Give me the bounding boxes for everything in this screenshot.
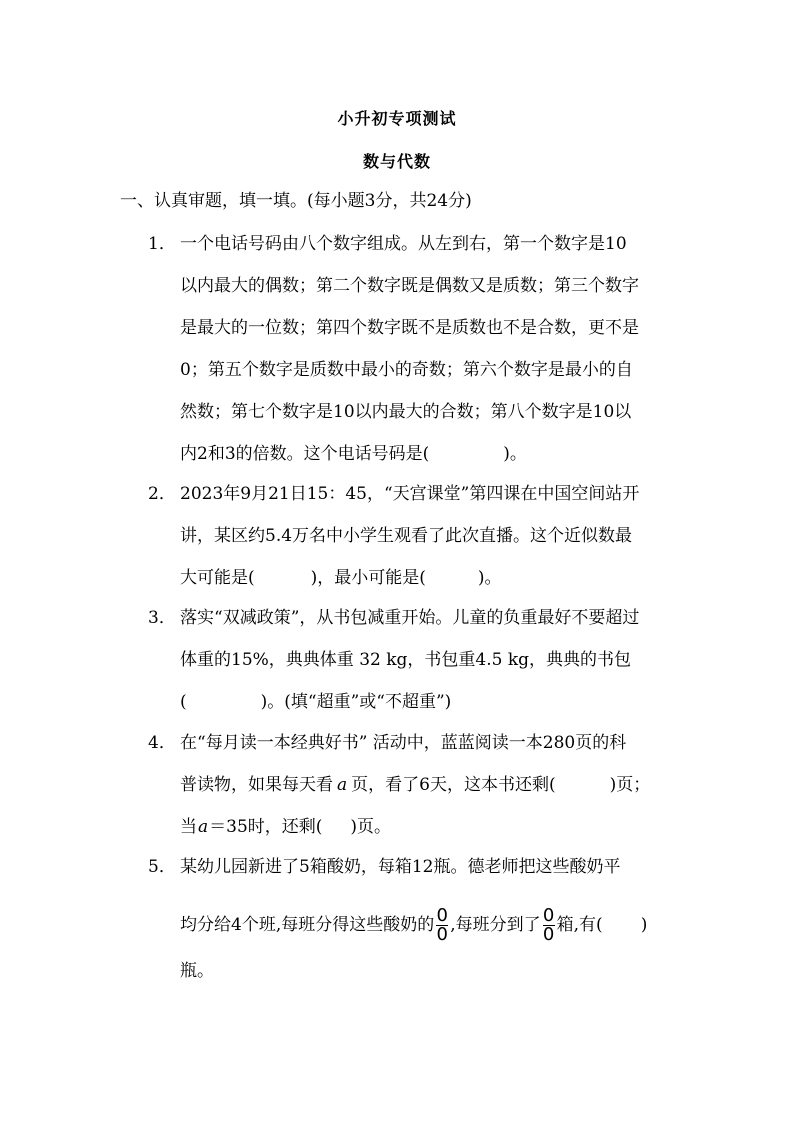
variable: a <box>337 775 348 795</box>
question-text: 是最大的一位数；第四个数字既不是质数也不是合数，更不是 <box>180 318 639 338</box>
question-number: 2． <box>148 484 176 504</box>
question-text: 落实“双减政策”，从书包减重开始。儿童的负重最好不要超过 <box>180 608 640 628</box>
fraction[interactable] <box>436 904 448 945</box>
question-text: 某幼儿园新进了5箱酸奶，每箱12瓶。德老师把这些酸奶平 <box>180 857 621 877</box>
page-subtitle: 数与代数 <box>362 152 431 171</box>
variable: a <box>198 817 209 837</box>
section-heading: 一、认真审题，填一填。(每小题3分，共24分) <box>120 191 472 211</box>
fraction-numerator: 0 <box>542 904 555 926</box>
question-text: 在“每月读一本经典好书” 活动中，蓝蓝阅读一本280页的科 <box>180 733 627 753</box>
question-text: )页。 <box>350 817 392 837</box>
answer-blank[interactable] <box>426 564 478 592</box>
answer-blank[interactable] <box>322 813 350 841</box>
question-text: ＝35时，还剩( <box>209 817 323 837</box>
question-text: 均分给4个班,每班分得这些酸奶的 <box>180 915 435 935</box>
question-text: 讲，某区约5.4万名中小学生观看了此次直播。这个近似数最 <box>180 526 633 546</box>
question-text: )页； <box>609 775 651 795</box>
question-text: 0；第五个数字是质数中最小的奇数；第六个数字是最小的自 <box>180 360 633 380</box>
question-text: 内2和3的倍数。这个电话号码是( <box>180 444 430 464</box>
question-text: )。 <box>503 444 527 464</box>
question-text: 瓶。 <box>180 961 214 981</box>
question-text: 大可能是( <box>180 568 255 588</box>
question-number: 4． <box>148 733 176 753</box>
question-number: 1． <box>148 234 176 254</box>
question-text: 箱,有( <box>556 915 603 935</box>
fraction-denominator: 0 <box>436 923 448 945</box>
page-title: 小升初专项测试 <box>337 109 457 128</box>
answer-blank[interactable] <box>556 771 610 799</box>
question-text: )，最小可能是( <box>310 568 426 588</box>
answer-blank[interactable] <box>255 564 311 592</box>
question-text: 普读物，如果每天看 <box>180 775 333 795</box>
question-text: 页，看了6天，这本书还剩( <box>351 775 556 795</box>
question-text: ( <box>180 692 187 712</box>
question-text: 当 <box>180 817 197 837</box>
question-text: 一个电话号码由八个数字组成。从左到右，第一个数字是10 <box>180 234 627 254</box>
question-text: 以内最大的偶数；第二个数字既是偶数又是质数；第三个数字 <box>180 276 639 296</box>
question-text: 体重的15%，典典体重 32 kg，书包重4.5 kg，典典的书包 <box>180 650 632 670</box>
question-text: 2023年9月21日15：45，“天宫课堂”第四课在中国空间站开 <box>180 484 640 504</box>
fraction-numerator: 0 <box>436 904 448 926</box>
answer-blank[interactable] <box>429 440 503 468</box>
question-text: 然数；第七个数字是10以内最大的合数；第八个数字是10以 <box>180 402 632 422</box>
question-text: )。 <box>477 568 502 588</box>
question-text: )。(填“超重”或“不超重”) <box>260 692 452 712</box>
question-text: ,每班分到了 <box>450 915 541 935</box>
question-number: 5． <box>148 857 176 877</box>
question-number: 3． <box>148 608 176 628</box>
fraction[interactable] <box>542 904 555 945</box>
fraction-denominator: 0 <box>542 923 555 945</box>
answer-blank[interactable] <box>187 688 261 716</box>
question-text: ) <box>640 915 648 935</box>
